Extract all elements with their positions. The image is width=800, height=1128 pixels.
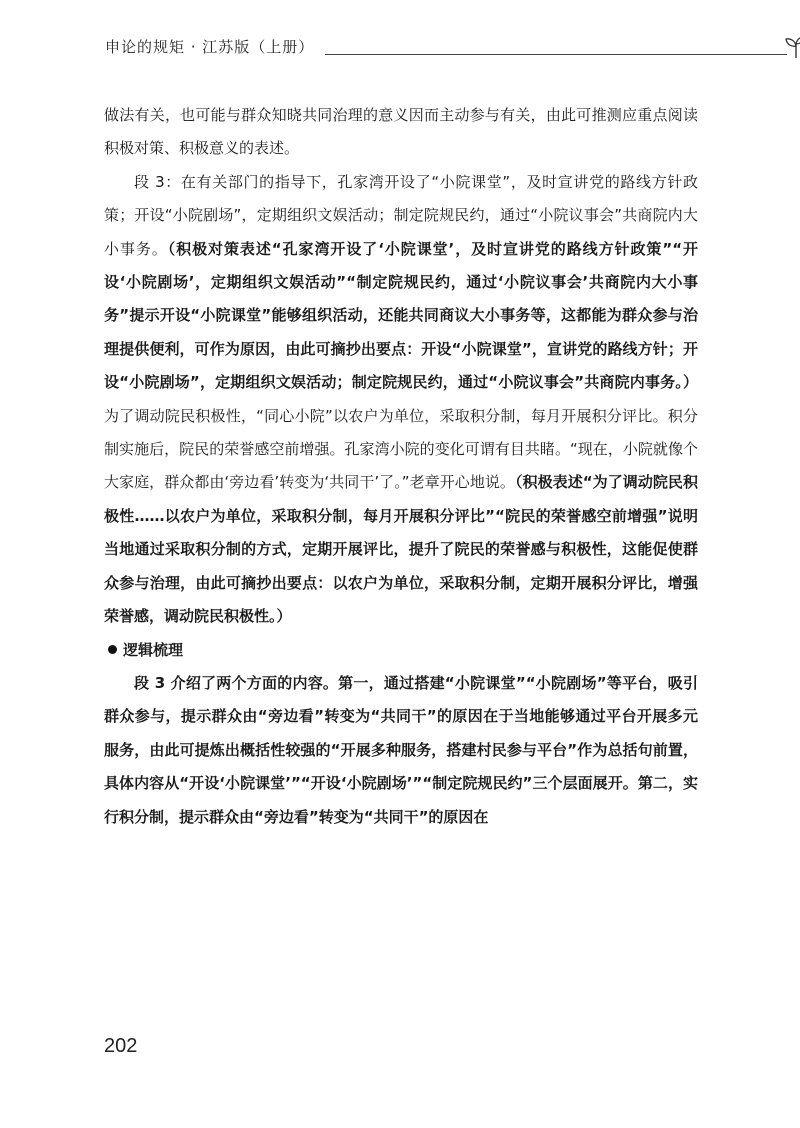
section-heading xyxy=(104,634,698,667)
page-number: 202 xyxy=(104,1035,138,1057)
paragraph-logic: 段 3 介绍了两个方面的内容。第一，通过搭建“小院课堂”“小院剧场”等平台，吸引群众参与，提示群众由“旁边看”转变为“共同干”的原因在于当地能够通过平台开展多元服务，由此可提炼出概括性较强的“开展多种服务，搭建村民参与平台”作为总括句前置，具体内容从“开设‘小院课堂’”“开设‘小院剧场’”“制定院规民约”三个层面展开。第二，实行积分制，提示群众由“旁边看”转变为“共同干”的原因在 xyxy=(104,673,698,826)
section-3-text-continued: 为了调动院民积极性，“同心小院”以农户为单位，采取积分制，每月开展积分评比。积分制实施后，院民的荣誉感空前增强。孔家湾小院的变化可谓有目共睹。“现在，小院就像个大家庭，群众都由‘旁边看’转变为‘共同干’了。”老章开心地说。 xyxy=(104,406,698,492)
page-body xyxy=(104,99,698,834)
header-rule xyxy=(325,54,787,55)
annotation-note: （积极表述“为了调动院民积极性……以农户为单位，采取积分制，每月开展积分评比”“院民的荣誉感空前增强”说明当地通过采取积分制的方式，定期开展评比，提升了院民的荣誉感与积极性，这能促使群众参与治理，由此可摘抄出要点：以农户为单位，采取积分制，定期开展积分评比，增强荣誉感，调动院民积极性。） xyxy=(104,473,698,626)
section-3-text: 段 3：在有关部门的指导下，孔家湾开设了“小院课堂”，及时宣讲党的路线方针政策；开设“小院剧场”，定期组织文娱活动；制定院规民约，通过“小院议事会”共商院内大小事务。 xyxy=(104,172,698,258)
annotation-note: （积极对策表述“孔家湾开设了‘小院课堂’，及时宣讲党的路线方针政策”“开设‘小院剧场’，定期组织文娱活动”“制定院规民约，通过‘小院议事会’共商院内大小事务”提示开设“小院课堂”能够组织活动，还能共同商议大小事务等，这都能为群众参与治理提供便利，可作为原因，由此可摘抄出要点：开设“小院课堂”，宣讲党的路线方针；开设“小院剧场”，定期组织文娱活动；制定院规民约，通过“小院议事会”共商院内事务。） xyxy=(104,239,698,392)
running-header xyxy=(105,34,705,64)
sprout-icon xyxy=(783,34,800,60)
paragraph-section-3 xyxy=(104,166,698,634)
bullet-icon xyxy=(108,645,117,654)
book-title: 申论的规矩 · 江苏版（上册） xyxy=(105,38,315,56)
paragraph-continued: 做法有关，也可能与群众知晓共同治理的意义因而主动参与有关，由此可推测应重点阅读积极对策、积极意义的表述。 xyxy=(104,106,698,158)
section-heading-text: 逻辑梳理 xyxy=(123,640,184,659)
